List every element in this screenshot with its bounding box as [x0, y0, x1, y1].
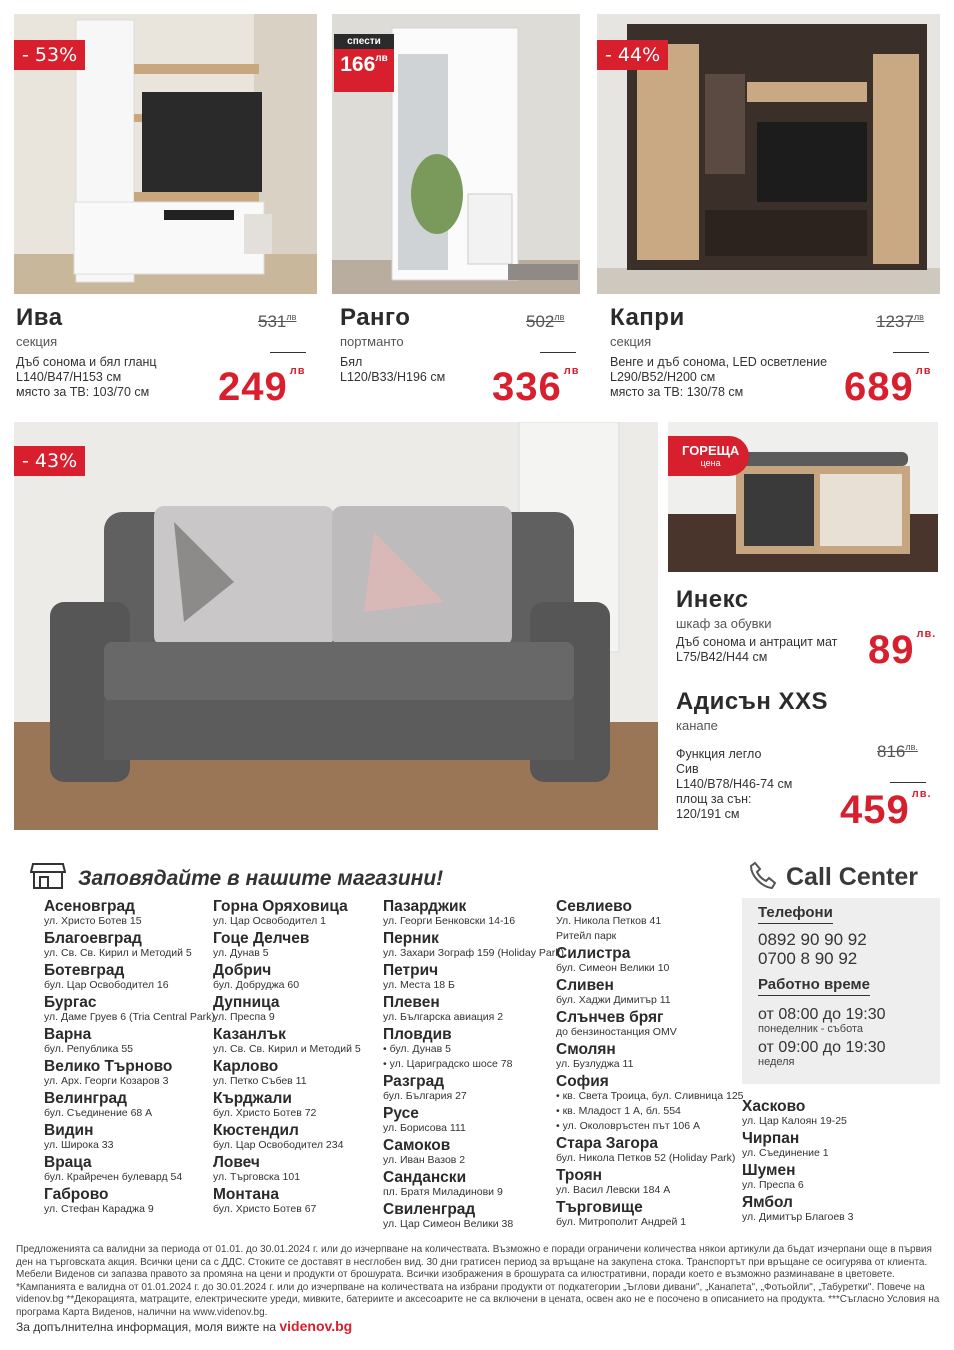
- store-city: София: [556, 1073, 609, 1090]
- store-address: ул. Бузлуджа 11: [556, 1058, 634, 1070]
- more-info-text: За допълнителна информация, моля вижте на: [16, 1320, 277, 1334]
- call-center-heading: [748, 860, 918, 895]
- rango-save-badge: [334, 34, 394, 92]
- kapri-discount-badge: - 44%: [597, 40, 668, 70]
- ineks-price: 89 $^{лв.}$: [868, 628, 937, 672]
- store-address: ул. Арх. Георги Козаров 3: [44, 1075, 169, 1087]
- phones-label: Телефони: [758, 904, 833, 924]
- store-city: Велинград: [44, 1090, 127, 1107]
- hours-days: неделя: [758, 1056, 795, 1068]
- store-address: ул. Захари Зограф 159 (Holiday Park): [383, 947, 564, 959]
- store-address: ул. Съединение 1: [742, 1147, 829, 1159]
- store-city: Добрич: [213, 962, 272, 979]
- stores-column: [742, 1098, 854, 1226]
- rango-price: 336 $^{лв}$: [492, 365, 580, 409]
- store-address: ул. Димитър Благоев 3: [742, 1211, 854, 1223]
- store-icon: [30, 862, 66, 895]
- store-address: ул. Преспа 6: [742, 1179, 804, 1191]
- iva-old-price: $531^{лв}$: [258, 312, 297, 331]
- product-spec: Бял: [340, 355, 363, 369]
- legal-footer: Предложенията са валидни за периода от 01.01. до 30.01.2024 г. или до изчерпване на количествата. Възможно е поради ограничени количества някои артикули да бъдат изчерпани още в първия ден на търговската акция. Всички цени са с ДДС. Стоките се доставят в несглобен вид. 30 дни гратисен период за връщане на закупена стока. Транспортът при връщане се осигурява от клиента. Мебели Виденов си запазва правото за промяна на цени и продукти от брошурата. Всички изображения в брошурата са илюстративни, поради което е възможно разминаване в цветовете. *Кампанията е валидна от 01.01.2024 г. до 30.01.2024 г. или до изчерпване на количествата на избрани продукти от подкатегории „Ъглови дивани", „Канапета", „Фотьойли", „Табуретки". Повече на videnov.bg **Декорацията, матраците, електрическите уреди, мивките, батериите и аксесоарите не са включени в цената, освен ако не е посочено в описанието на продукта. ***Съгласно Условия на програма Карта Виденов, налични на www.videnov.bg.: [16, 1244, 940, 1318]
- store-city: Перник: [383, 930, 439, 947]
- store-address: • бул. Дунав 5: [383, 1043, 451, 1055]
- store-city: Кърджали: [213, 1090, 292, 1107]
- store-address: ул. Св. Св. Кирил и Методий 5: [44, 947, 192, 959]
- store-city: Асеновград: [44, 898, 135, 915]
- store-address: бул. Добруджа 60: [213, 979, 300, 991]
- store-city: Силистра: [556, 945, 631, 962]
- store-city: Кюстендил: [213, 1122, 299, 1139]
- divider: [890, 782, 926, 783]
- product-type: портманто: [340, 334, 404, 349]
- product-name: Ранго: [340, 304, 411, 331]
- store-address: до бензиностанция OMV: [556, 1026, 677, 1038]
- store-address: Ул. Никола Петков 41: [556, 915, 662, 927]
- store-address: ул. Цар Калоян 19-25: [742, 1115, 847, 1127]
- phone-number[interactable]: 0892 90 90 92: [758, 930, 867, 949]
- rango-info: [340, 304, 445, 385]
- store-city: Хасково: [742, 1098, 806, 1115]
- adison-price: 459 $^{лв.}$: [840, 788, 932, 832]
- adison-discount-badge: - 43%: [14, 446, 85, 476]
- store-address: ул. Дунав 5: [213, 947, 269, 959]
- product-spec: Венге и дъб сонома, LED осветление: [610, 355, 828, 369]
- store-address: ул. Иван Вазов 2: [383, 1154, 466, 1166]
- store-address: ул. Даме Груев 6 (Tria Central Park): [44, 1011, 215, 1023]
- store-city: Русе: [383, 1105, 419, 1122]
- stores-column: [556, 898, 744, 1231]
- ineks-info: [676, 586, 837, 665]
- product-type: канапе: [676, 718, 718, 733]
- store-city: Пловдив: [383, 1026, 452, 1043]
- stores-title: Заповядайте в нашите магазини!: [78, 866, 444, 890]
- store-address: • ул. Цариградско шосе 78: [383, 1058, 513, 1070]
- store-address: бул. България 27: [383, 1090, 467, 1102]
- store-city: Сандански: [383, 1169, 467, 1186]
- product-spec: 120/191 см: [676, 807, 740, 821]
- stores-column: [383, 898, 564, 1233]
- store-city: Карлово: [213, 1058, 279, 1075]
- store-address: ул. Търговска 101: [213, 1171, 301, 1183]
- product-name: Инекс: [676, 586, 749, 613]
- store-city: Габрово: [44, 1186, 109, 1203]
- store-city: Ямбол: [742, 1194, 793, 1211]
- store-address: ул. Цар Симеон Велики 38: [383, 1218, 514, 1230]
- hours-days: понеделник - събота: [758, 1023, 864, 1035]
- store-address: • кв. Света Троица, бул. Сливница 125: [556, 1090, 744, 1102]
- hours-time: от 09:00 до 19:30: [758, 1039, 886, 1056]
- ineks-hot-badge: ГОРЕЩА цена: [668, 436, 749, 476]
- kapri-old-price: $1237^{лв}$: [876, 312, 924, 331]
- divider: [540, 352, 576, 353]
- store-address: бул. Цар Освободител 234: [213, 1139, 344, 1151]
- store-city: Дупница: [213, 994, 280, 1011]
- store-address: бул. Съединение 68 А: [44, 1107, 153, 1119]
- store-address: ул. Цар Освободител 1: [213, 915, 326, 927]
- call-center-box: [742, 898, 940, 1084]
- rango-old-price: $502^{лв}$: [526, 312, 565, 331]
- store-city: Смолян: [556, 1041, 616, 1058]
- store-city: Ботевград: [44, 962, 125, 979]
- store-city: Пазарджик: [383, 898, 467, 915]
- store-city: Варна: [44, 1026, 92, 1043]
- product-spec: L120/B33/H196 см: [340, 370, 446, 384]
- product-type: секция: [16, 334, 58, 349]
- adison-info: [676, 688, 828, 822]
- store-address: бул. Никола Петков 52 (Holiday Park): [556, 1152, 736, 1164]
- product-name: Капри: [610, 304, 685, 331]
- store-address: ул. Васил Левски 184 А: [556, 1184, 671, 1196]
- store-city: Разград: [383, 1073, 445, 1090]
- stores-heading: [30, 862, 443, 895]
- website-link[interactable]: videnov.bg: [279, 1318, 353, 1334]
- store-address: • ул. Околовръстен път 106 А: [556, 1120, 701, 1132]
- store-address: ул. Георги Бенковски 14-16: [383, 915, 516, 927]
- product-spec: място за ТВ: 103/70 см: [16, 385, 150, 399]
- product-spec: Функция легло: [676, 747, 762, 761]
- store-city: Самоков: [383, 1137, 451, 1154]
- store-city: Велико Търново: [44, 1058, 173, 1075]
- product-spec: L140/B78/H46-74 см: [676, 777, 793, 791]
- store-address: бул. Христо Ботев 67: [213, 1203, 317, 1215]
- product-name: Ива: [16, 304, 63, 331]
- save-value: $166^{лв}$: [340, 53, 388, 76]
- phone-icon: [748, 860, 778, 895]
- adison-old-price: $816^{лв.}$: [877, 742, 918, 761]
- store-address: бул. Република 55: [44, 1043, 133, 1055]
- store-city: Видин: [44, 1122, 94, 1139]
- store-city: Плевен: [383, 994, 440, 1011]
- product-spec: L140/B47/H153 см: [16, 370, 122, 384]
- store-city: Гоце Делчев: [213, 930, 310, 947]
- store-city: Бургас: [44, 994, 97, 1011]
- store-address: ул. Широка 33: [44, 1139, 114, 1151]
- iva-discount-badge: - 53%: [14, 40, 85, 70]
- divider: [893, 352, 929, 353]
- store-address: бул. Митрополит Андрей 1: [556, 1216, 687, 1228]
- store-address: бул. Цар Освободител 16: [44, 979, 169, 991]
- call-center-title: Call Center: [786, 863, 918, 891]
- store-city: Благоевград: [44, 930, 142, 947]
- store-address: бул. Симеон Велики 10: [556, 962, 670, 974]
- store-city: Свиленград: [383, 1201, 476, 1218]
- product-spec: площ за сън:: [676, 792, 752, 806]
- iva-price: 249 $^{лв}$: [218, 365, 306, 409]
- store-address: ул. Преспа 9: [213, 1011, 275, 1023]
- store-city: Чирпан: [742, 1130, 800, 1147]
- product-spec: Сив: [676, 762, 699, 776]
- store-city: Казанлък: [213, 1026, 286, 1043]
- store-city: Петрич: [383, 962, 439, 979]
- store-address: Ритейл парк: [556, 930, 617, 942]
- kapri-price: 689 $^{лв}$: [844, 365, 932, 409]
- store-city: Търговище: [556, 1199, 643, 1216]
- adison-photo: [14, 422, 658, 830]
- store-address: ул. Христо Ботев 15: [44, 915, 142, 927]
- store-city: Ловеч: [213, 1154, 260, 1171]
- store-city: Слънчев бряг: [556, 1009, 664, 1026]
- save-label: спести: [334, 34, 394, 49]
- store-city: Горна Оряховица: [213, 898, 348, 915]
- store-address: бул. Крайречен булевард 54: [44, 1171, 183, 1183]
- store-address: пл. Братя Миладинови 9: [383, 1186, 503, 1198]
- store-address: бул. Христо Ботев 72: [213, 1107, 317, 1119]
- stores-column: [44, 898, 215, 1218]
- store-address: • кв. Младост 1 А, бл. 554: [556, 1105, 681, 1117]
- store-city: Монтана: [213, 1186, 279, 1203]
- product-spec: място за ТВ: 130/78 см: [610, 385, 744, 399]
- hours-label: Работно време: [758, 976, 870, 996]
- product-name: Адисън XXS: [676, 688, 829, 715]
- kapri-info: [610, 304, 827, 400]
- product-type: шкаф за обувки: [676, 616, 772, 631]
- store-address: бул. Хаджи Димитър 11: [556, 994, 671, 1006]
- store-address: ул. Св. Св. Кирил и Методий 5: [213, 1043, 361, 1055]
- product-spec: L290/B52/H200 см: [610, 370, 716, 384]
- divider: [270, 352, 306, 353]
- store-city: Шумен: [742, 1162, 796, 1179]
- store-city: Стара Загора: [556, 1135, 658, 1152]
- more-info: [16, 1318, 352, 1334]
- store-city: Сливен: [556, 977, 614, 994]
- store-address: ул. Петко Събев 11: [213, 1075, 307, 1087]
- product-type: секция: [610, 334, 652, 349]
- phone-number[interactable]: 0700 8 90 92: [758, 949, 858, 968]
- hours-time: от 08:00 до 19:30: [758, 1006, 886, 1023]
- product-spec: L75/B42/H44 см: [676, 650, 768, 664]
- stores-column: [213, 898, 361, 1218]
- store-city: Троян: [556, 1167, 603, 1184]
- store-address: ул. Българска авиация 2: [383, 1011, 504, 1023]
- store-address: ул. Места 18 Б: [383, 979, 455, 991]
- store-city: Враца: [44, 1154, 92, 1171]
- product-spec: Дъб сонома и антрацит мат: [676, 635, 838, 649]
- product-spec: Дъб сонома и бял гланц: [16, 355, 157, 369]
- iva-info: [16, 304, 157, 400]
- store-city: Севлиево: [556, 898, 632, 915]
- store-address: ул. Борисова 111: [383, 1122, 466, 1134]
- store-address: ул. Стефан Караджа 9: [44, 1203, 154, 1215]
